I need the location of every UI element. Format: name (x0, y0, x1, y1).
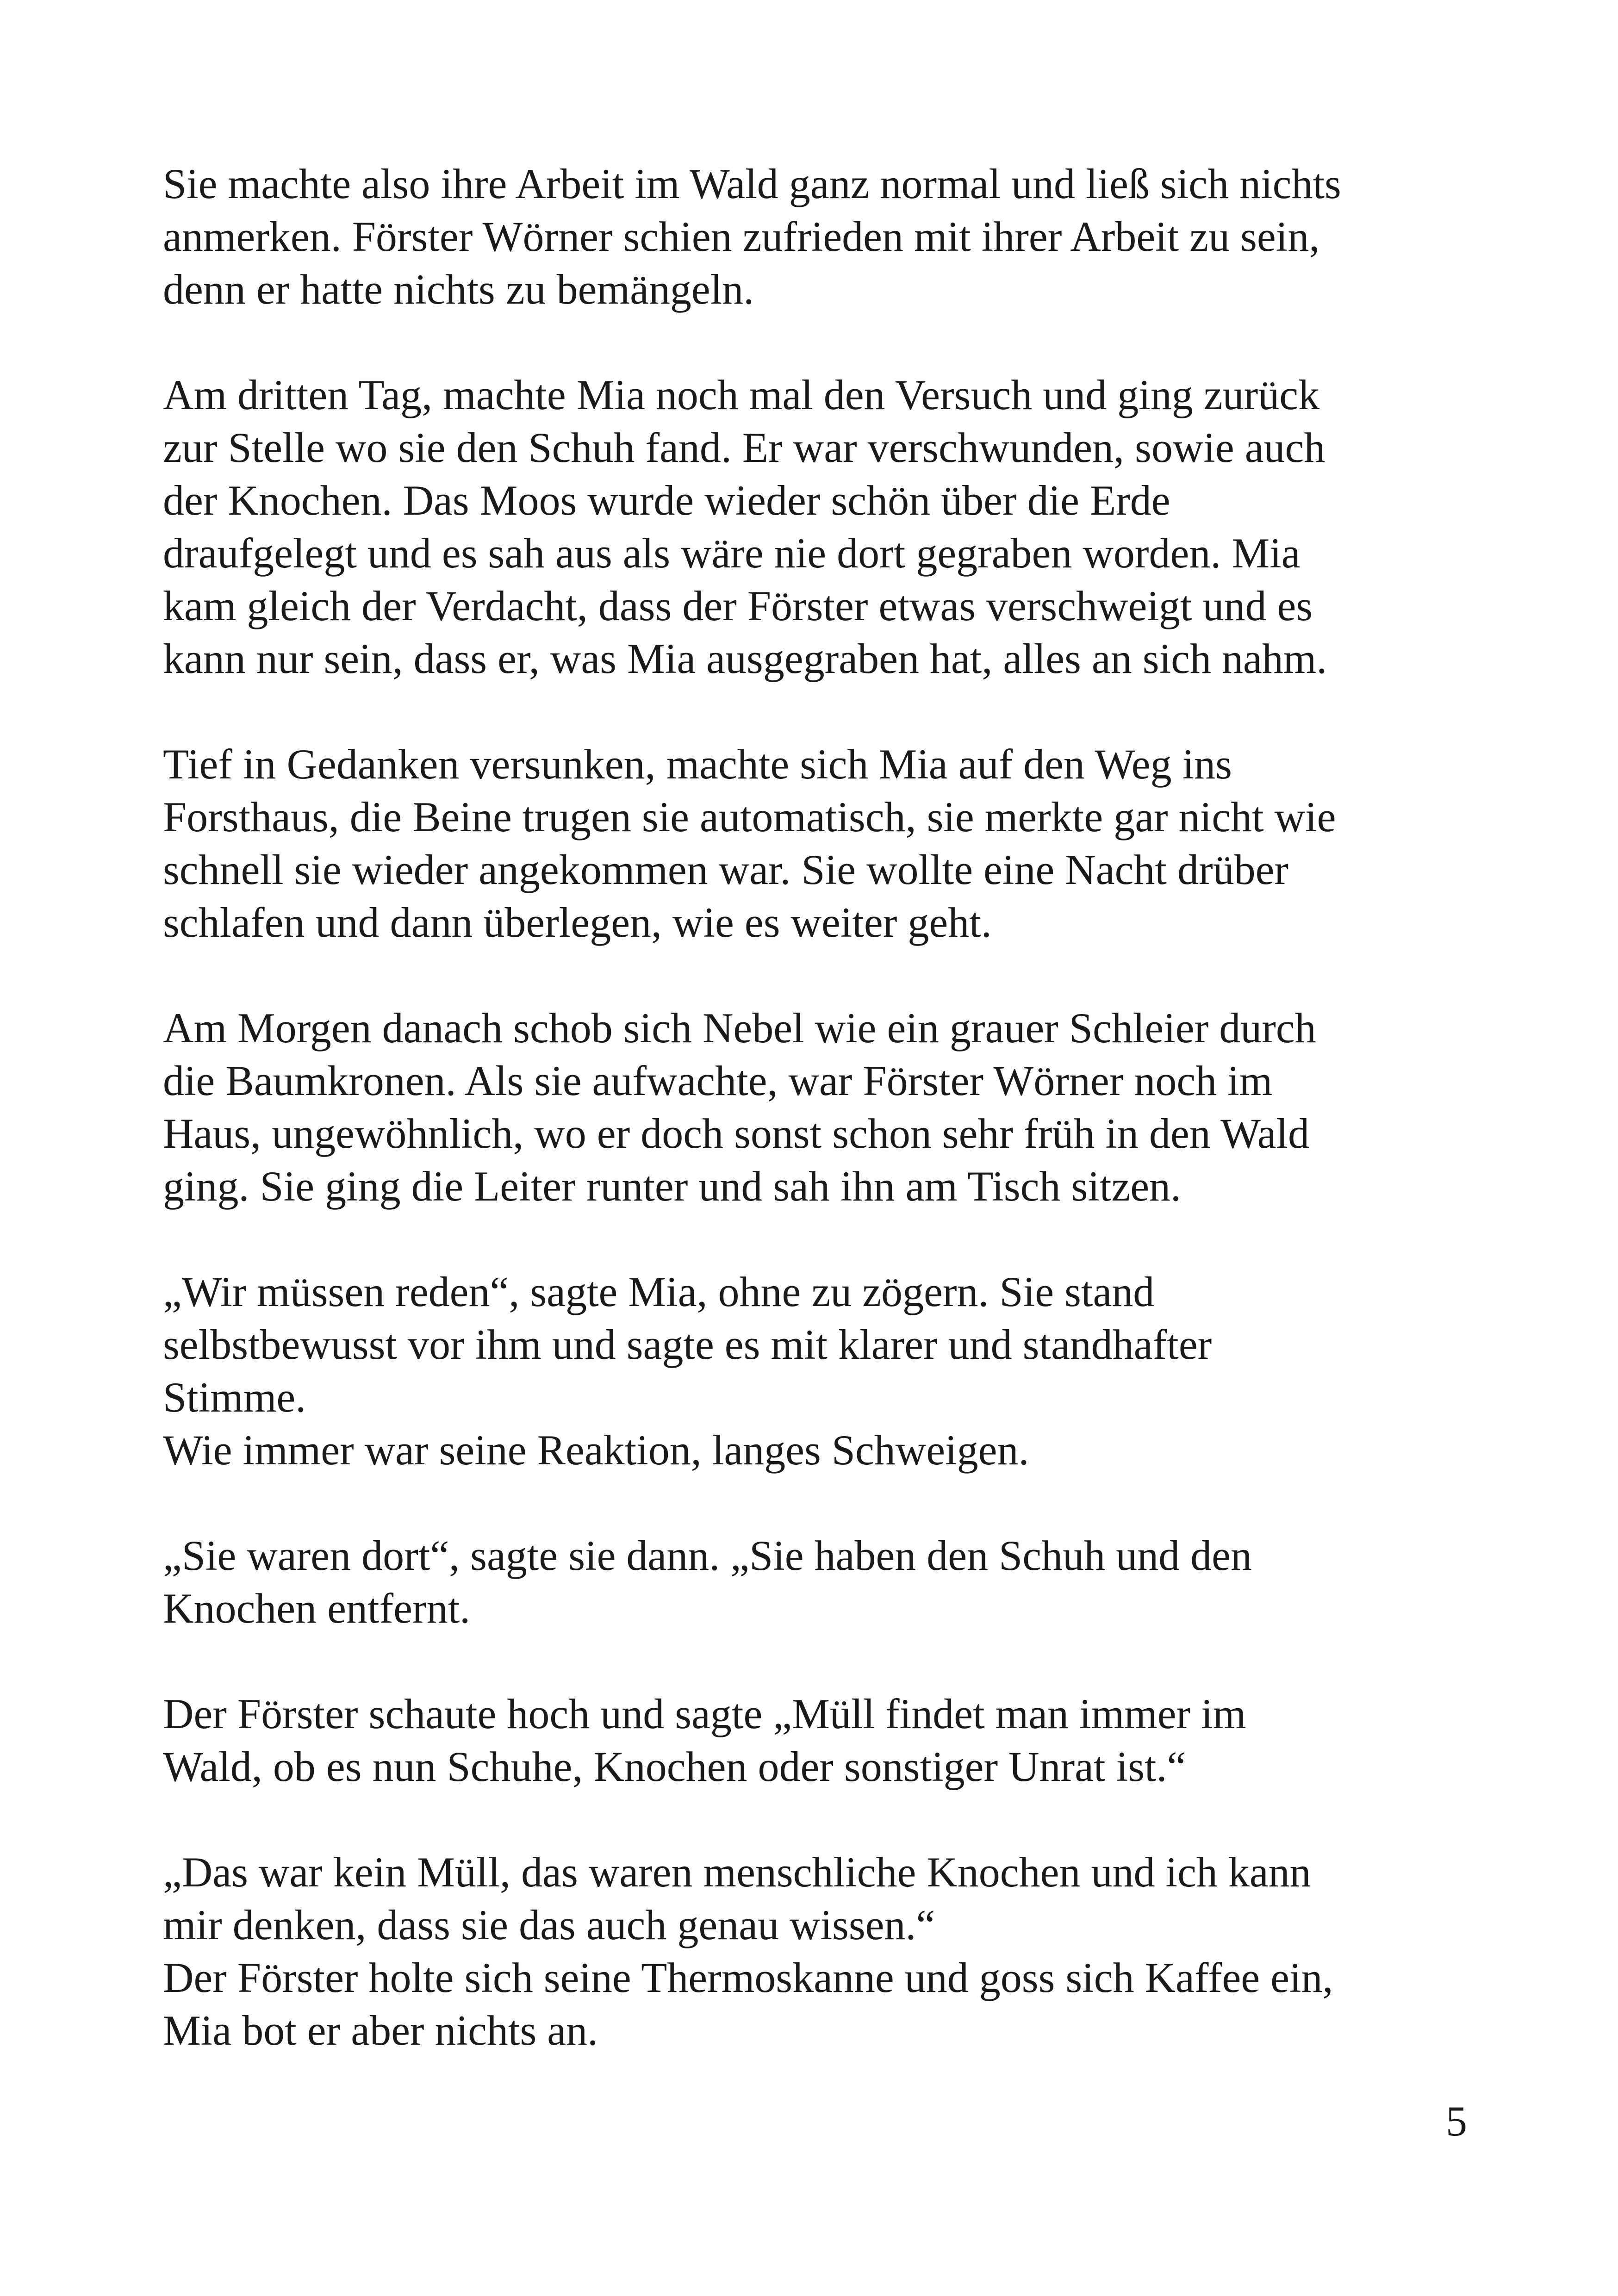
page-number: 5 (1446, 2097, 1467, 2145)
text-line: Knochen entfernt. (163, 1585, 471, 1632)
paragraph (163, 1846, 1487, 2057)
text-line: kam gleich der Verdacht, dass der Förster etwas verschweigt und es (163, 582, 1313, 629)
paragraph (163, 1002, 1487, 1213)
text-line: Wald, ob es nun Schuhe, Knochen oder sonstiger Unrat ist.“ (163, 1743, 1186, 1790)
text-line: der Knochen. Das Moos wurde wieder schön über die Erde (163, 477, 1170, 524)
text-line: selbstbewusst vor ihm und sagte es mit klarer und standhafter (163, 1321, 1212, 1368)
text-line: die Baumkronen. Als sie aufwachte, war Förster Wörner noch im (163, 1057, 1273, 1104)
text-line: draufgelegt und es sah aus als wäre nie dort gegraben worden. Mia (163, 529, 1301, 577)
text-line: Am dritten Tag, machte Mia noch mal den Versuch und ging zurück (163, 371, 1320, 418)
text-line: Am Morgen danach schob sich Nebel wie ein grauer Schleier durch (163, 1004, 1316, 1052)
paragraph (163, 1265, 1487, 1476)
text-line: „Sie waren dort“, sagte sie dann. „Sie haben den Schuh und den (163, 1532, 1252, 1579)
text-line: Haus, ungewöhnlich, wo er doch sonst schon sehr früh in den Wald (163, 1110, 1309, 1157)
paragraph (163, 368, 1487, 685)
text-line: anmerken. Förster Wörner schien zufrieden mit ihrer Arbeit zu sein, (163, 213, 1320, 260)
text-line: Stimme. (163, 1374, 306, 1421)
paragraph (163, 157, 1487, 316)
text-line: schnell sie wieder angekommen war. Sie wollte eine Nacht drüber (163, 846, 1289, 893)
text-line: mir denken, dass sie das auch genau wissen.“ (163, 1901, 935, 1948)
paragraph (163, 1529, 1487, 1635)
text-line: kann nur sein, dass er, was Mia ausgegraben hat, alles an sich nahm. (163, 635, 1327, 682)
text-line: schlafen und dann überlegen, wie es weiter geht. (163, 899, 992, 946)
text-line: „Wir müssen reden“, sagte Mia, ohne zu zögern. Sie stand (163, 1268, 1155, 1315)
text-line: Tief in Gedanken versunken, machte sich Mia auf den Weg ins (163, 740, 1232, 788)
text-line: Wie immer war seine Reaktion, langes Schweigen. (163, 1426, 1029, 1474)
text-line: „Das war kein Müll, das waren menschliche Knochen und ich kann (163, 1848, 1311, 1896)
text-line: ging. Sie ging die Leiter runter und sah ihn am Tisch sitzen. (163, 1163, 1182, 1210)
text-line: denn er hatte nichts zu bemängeln. (163, 266, 754, 313)
text-line: Mia bot er aber nichts an. (163, 2007, 598, 2054)
text-line: Der Förster schaute hoch und sagte „Müll findet man immer im (163, 1690, 1246, 1737)
text-line: Forsthaus, die Beine trugen sie automatisch, sie merkte gar nicht wie (163, 793, 1336, 840)
text-line: Sie machte also ihre Arbeit im Wald ganz normal und ließ sich nichts (163, 160, 1341, 207)
body-text (163, 157, 1487, 2109)
paragraph (163, 1687, 1487, 1793)
text-line: zur Stelle wo sie den Schuh fand. Er war verschwunden, sowie auch (163, 424, 1326, 471)
text-line: Der Förster holte sich seine Thermoskanne und goss sich Kaffee ein, (163, 1954, 1333, 2001)
paragraph (163, 738, 1487, 949)
